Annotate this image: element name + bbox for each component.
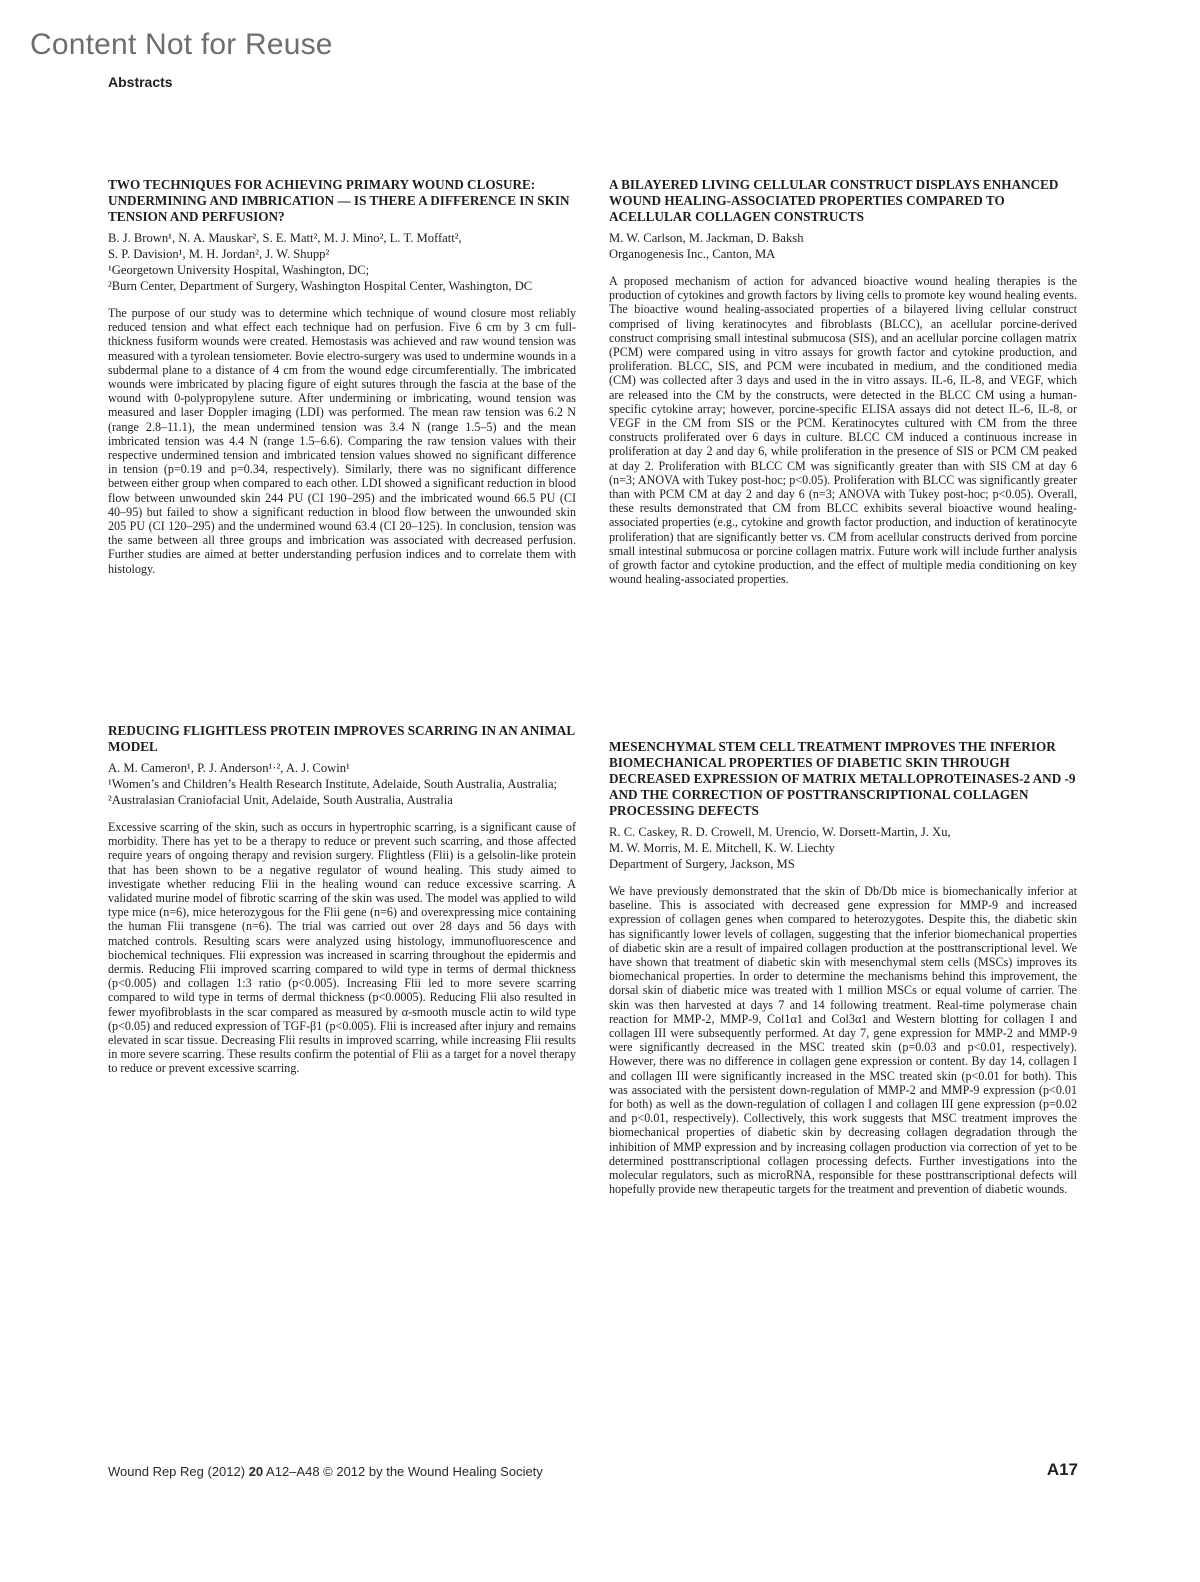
abstract-affiliation: ¹Women’s and Children’s Health Research Institute, Adelaide, South Australia, Australia; [108,777,558,791]
page-number: A17 [1046,1460,1078,1479]
abstract-authors: A. M. Cameron¹, P. J. Anderson¹·², A. J. Cowin¹ [108,761,350,775]
abstract-flightless-protein [108,723,576,1076]
abstract-title: TWO TECHNIQUES FOR ACHIEVING PRIMARY WOUND CLOSURE: UNDERMINING AND IMBRICATION — IS THERE A DIFFERENCE IN SKIN TENSION AND PERFUSION? [108,177,570,224]
abstract-affiliation: ¹Georgetown University Hospital, Washington, DC; [108,263,370,277]
section-label: Abstracts [108,74,173,90]
abstract-affiliation: ²Australasian Craniofacial Unit, Adelaide, South Australia, Australia [108,793,453,807]
authors-line: M. W. Morris, M. E. Mitchell, K. W. Liechty [609,841,835,855]
abstract-affiliation: ²Burn Center, Department of Surgery, Washington Hospital Center, Washington, DC [108,279,533,293]
watermark: Content Not for Reuse [30,28,333,61]
authors-line: R. C. Caskey, R. D. Crowell, M. Urencio, W. Dorsett-Martin, J. Xu, [609,825,951,839]
abstract-body: The purpose of our study was to determine which technique of wound closure most reliably reduced tension and what effect each technique had on perfusion. Five 6 cm by 3 cm full-thickness fusiform wounds were created. Hemostasis was achieved and raw wound tension was measured with a tyrolean tensiometer. Bovie electro-surgery was used to undermine wounds in a subdermal plane to a distance of 4 cm from the wound edge circumferentially. The imbricated wounds were imbricated by placing figure of eight sutures through the fascia at the base of the wound with 0-polypropylene suture. After undermining or imbricating, wound tension was measured and laser Doppler imaging (LDI) was performed. The mean raw tension was 6.2 N (range 2.8–11.1), the mean undermined tension was 3.4 N (range 1.5–5) and the mean imbricated tension was 4.4 N (range 1.5–6.6). Comparing the raw tension values with their respective undermined tension and imbricated tension values showed no significant difference in tension (p=0.19 and p=0.34, respectively). Similarly, there was no significant difference between either group when compared to each other. LDI showed a significant reduction in blood flow between unwounded skin 244 PU (CI 190–295) and the imbricated wound 66.5 PU (CI 40–95) but failed to show a significant reduction in blood flow between the unwounded skin 205 PU (CI 120–295) and the undermined wound 63.4 (CI 20–125). In conclusion, tension was the same between all three groups and imbrication was associated with decreased perfusion. Further studies are aimed at better understanding perfusion indices and to correlate them with histology. [108,306,576,576]
abstract-affiliation: Organogenesis Inc., Canton, MA [609,247,776,261]
abstract-title: A BILAYERED LIVING CELLULAR CONSTRUCT DISPLAYS ENHANCED WOUND HEALING-ASSOCIATED PROPERTIES COMPARED TO ACELLULAR COLLAGEN CONSTRUCTS [609,177,1059,224]
abstract-authors: M. W. Carlson, M. Jackman, D. Baksh [609,231,804,245]
footer-journal: Wound Rep Reg (2012) [108,1464,249,1479]
abstract-title: MESENCHYMAL STEM CELL TREATMENT IMPROVES THE INFERIOR BIOMECHANICAL PROPERTIES OF DIABETIC SKIN THROUGH DECREASED EXPRESSION OF MATRIX METALLOPROTEINASES-2 AND -9 AND THE CORRECTION OF POSTTRANSCRIPTIONAL COLLAGEN PROCESSING DEFECTS [609,739,1076,818]
abstract-mesenchymal-stem-cell [609,739,1077,1196]
authors-line: B. J. Brown¹, N. A. Mauskar², S. E. Matt², M. J. Mino², L. T. Moffatt², [108,231,462,245]
authors-line: S. P. Davision¹, M. H. Jordan², J. W. Shupp² [108,247,330,261]
abstract-title: REDUCING FLIGHTLESS PROTEIN IMPROVES SCARRING IN AN ANIMAL MODEL [108,723,575,754]
footer-pages-copyright: A12–A48 © 2012 by the Wound Healing Society [263,1464,543,1479]
footer-volume: 20 [248,1464,264,1479]
abstract-body: Excessive scarring of the skin, such as occurs in hypertrophic scarring, is a significant cause of morbidity. There has yet to be a therapy to reduce or prevent such scarring, and those affected require years of ongoing therapy and revision surgery. Flightless (Flii) is a gelsolin-like protein that has been shown to be a negative regulator of wound healing. This study aimed to investigate whether reducing Flii in the healing wound can reduce excessive scarring. A validated murine model of fibrotic scarring of the skin was used. The model was applied to wild type mice (n=6), mice heterozygous for the Flii gene (n=6) and overexpressing mice containing the human Flii transgene (n=6). The trial was carried out over 28 days and 56 days with matched controls. Resulting scars were analyzed using histology, immunofluorescence and biochemical techniques. Flii expression was increased in scarring throughout the epidermis and dermis. Reducing Flii improved scarring compared to wild type in terms of dermal thickness (p<0.005) and collagen 1:3 ratio (p<0.005). Increasing Flii led to more severe scarring compared to wild type in terms of dermal thickness (p<0.0005). Reducing Flii also resulted in fewer myofibroblasts in the scar compared as measured by α-smooth muscle actin to wild type (p<0.05) and reduced expression of TGF-β1 (p<0.005). Flii is increased after injury and remains elevated in scar tissue. Decreasing Flii results in improved scarring, while increasing Flii results in more severe scarring. These results confirm the potential of Flii as a target for a novel therapy to reduce or prevent excessive scarring. [108,820,576,1076]
abstract-wound-closure [108,177,576,576]
abstract-authors [609,824,1077,856]
abstract-body: A proposed mechanism of action for advanced bioactive wound healing therapies is the production of cytokines and growth factors by living cells to promote key wound healing events. The bioactive wound healing-associated properties of a bilayered living cellular construct comprised of living keratinocytes and fibroblasts (BLCC), an acellular porcine-derived construct comprising small intestinal submucosa (SIS), and an acellular porcine collagen matrix (PCM) were compared using in vitro assays for growth factor and cytokine production, and proliferation. BLCC, SIS, and PCM were incubated in medium, and the conditioned media (CM) was collected after 3 days and used in the in vitro assays. IL-6, IL-8, and VEGF, which are released into the CM by the constructs, were detected in the BLCC CM using a human-specific cytokine array; however, porcine-specific ELISA assays did not detect IL-6, IL-8, or VEGF in the CM from SIS or the PCM. Keratinocytes cultured with CM from the three constructs proliferated over 6 days in culture. BLCC CM induced a continuous increase in proliferation at day 2 and day 6, while proliferation in the presence of SIS or PCM CM peaked at day 2. Proliferation with BLCC CM was significantly greater than with SIS CM at day 6 (n=3; ANOVA with Tukey post-hoc; p<0.05). Proliferation with BLCC was significantly greater than with PCM CM at day 2 and day 6 (n=3; ANOVA with Tukey post-hoc; p<0.05). Overall, these results demonstrated that CM from BLCC exhibits several bioactive wound healing-associated properties (e.g., cytokine and growth factor production, and induction of keratinocyte proliferation) that are significantly better vs. CM from acellular constructs derived from porcine small intestinal submucosa or porcine collagen matrix. Future work will include further analysis of growth factor and cytokine production, and the effect of multiple media conditioning on key wound healing-associated properties. [609,274,1077,587]
abstract-body: We have previously demonstrated that the skin of Db/Db mice is biomechanically inferior at baseline. This is associated with decreased gene expression for MMP-9 and increased expression of collagen genes when compared to heterozygotes. Despite this, the diabetic skin has significantly lower levels of collagen, suggesting that the inferior biomechanical properties of diabetic skin are a result of impaired collagen production at the posttranscriptional level. We have shown that treatment of diabetic skin with mesenchymal stem cells (MSCs) improves its biomechanical properties. In order to determine the mechanisms behind this improvement, the dorsal skin of diabetic mice was treated with 1 million MSCs or equal volume of carrier. The skin was then harvested at days 7 and 14 following treatment. Real-time polymerase chain reaction for MMP-2, MMP-9, Col1α1 and Col3α1 and Western blotting for collagen I and collagen III were subsequently performed. At day 7, gene expression for MMP-2 and MMP-9 were significantly decreased in the MSC treated skin (p=0.03 and p<0.01, respectively). However, there was no difference in collagen gene expression or content. By day 14, collagen I and collagen III were significantly increased in the MSC treated skin (p<0.01 for both). This was associated with the persistent down-regulation of MMP-2 and MMP-9 expression (p<0.01 for both) as well as the down-regulation of collagen I and collagen III gene expression (p=0.02 and p<0.01, respectively). Collectively, this work suggests that MSC treatment improves the biomechanical properties of diabetic skin by decreasing collagen degradation through the inhibition of MMP expression and by increasing collagen production via correction of yet to be determined posttranscriptional collagen processing defects. Further investigations into the molecular regulators, such as microRNA, responsible for these posttranscriptional defects will hopefully provide new therapeutic targets for the treatment and prevention of diabetic wounds. [609,884,1077,1197]
abstract-affiliation: Department of Surgery, Jackson, MS [609,857,795,871]
footer-citation [108,1464,543,1479]
abstract-bilayered-construct [609,177,1077,586]
abstract-authors [108,230,576,262]
